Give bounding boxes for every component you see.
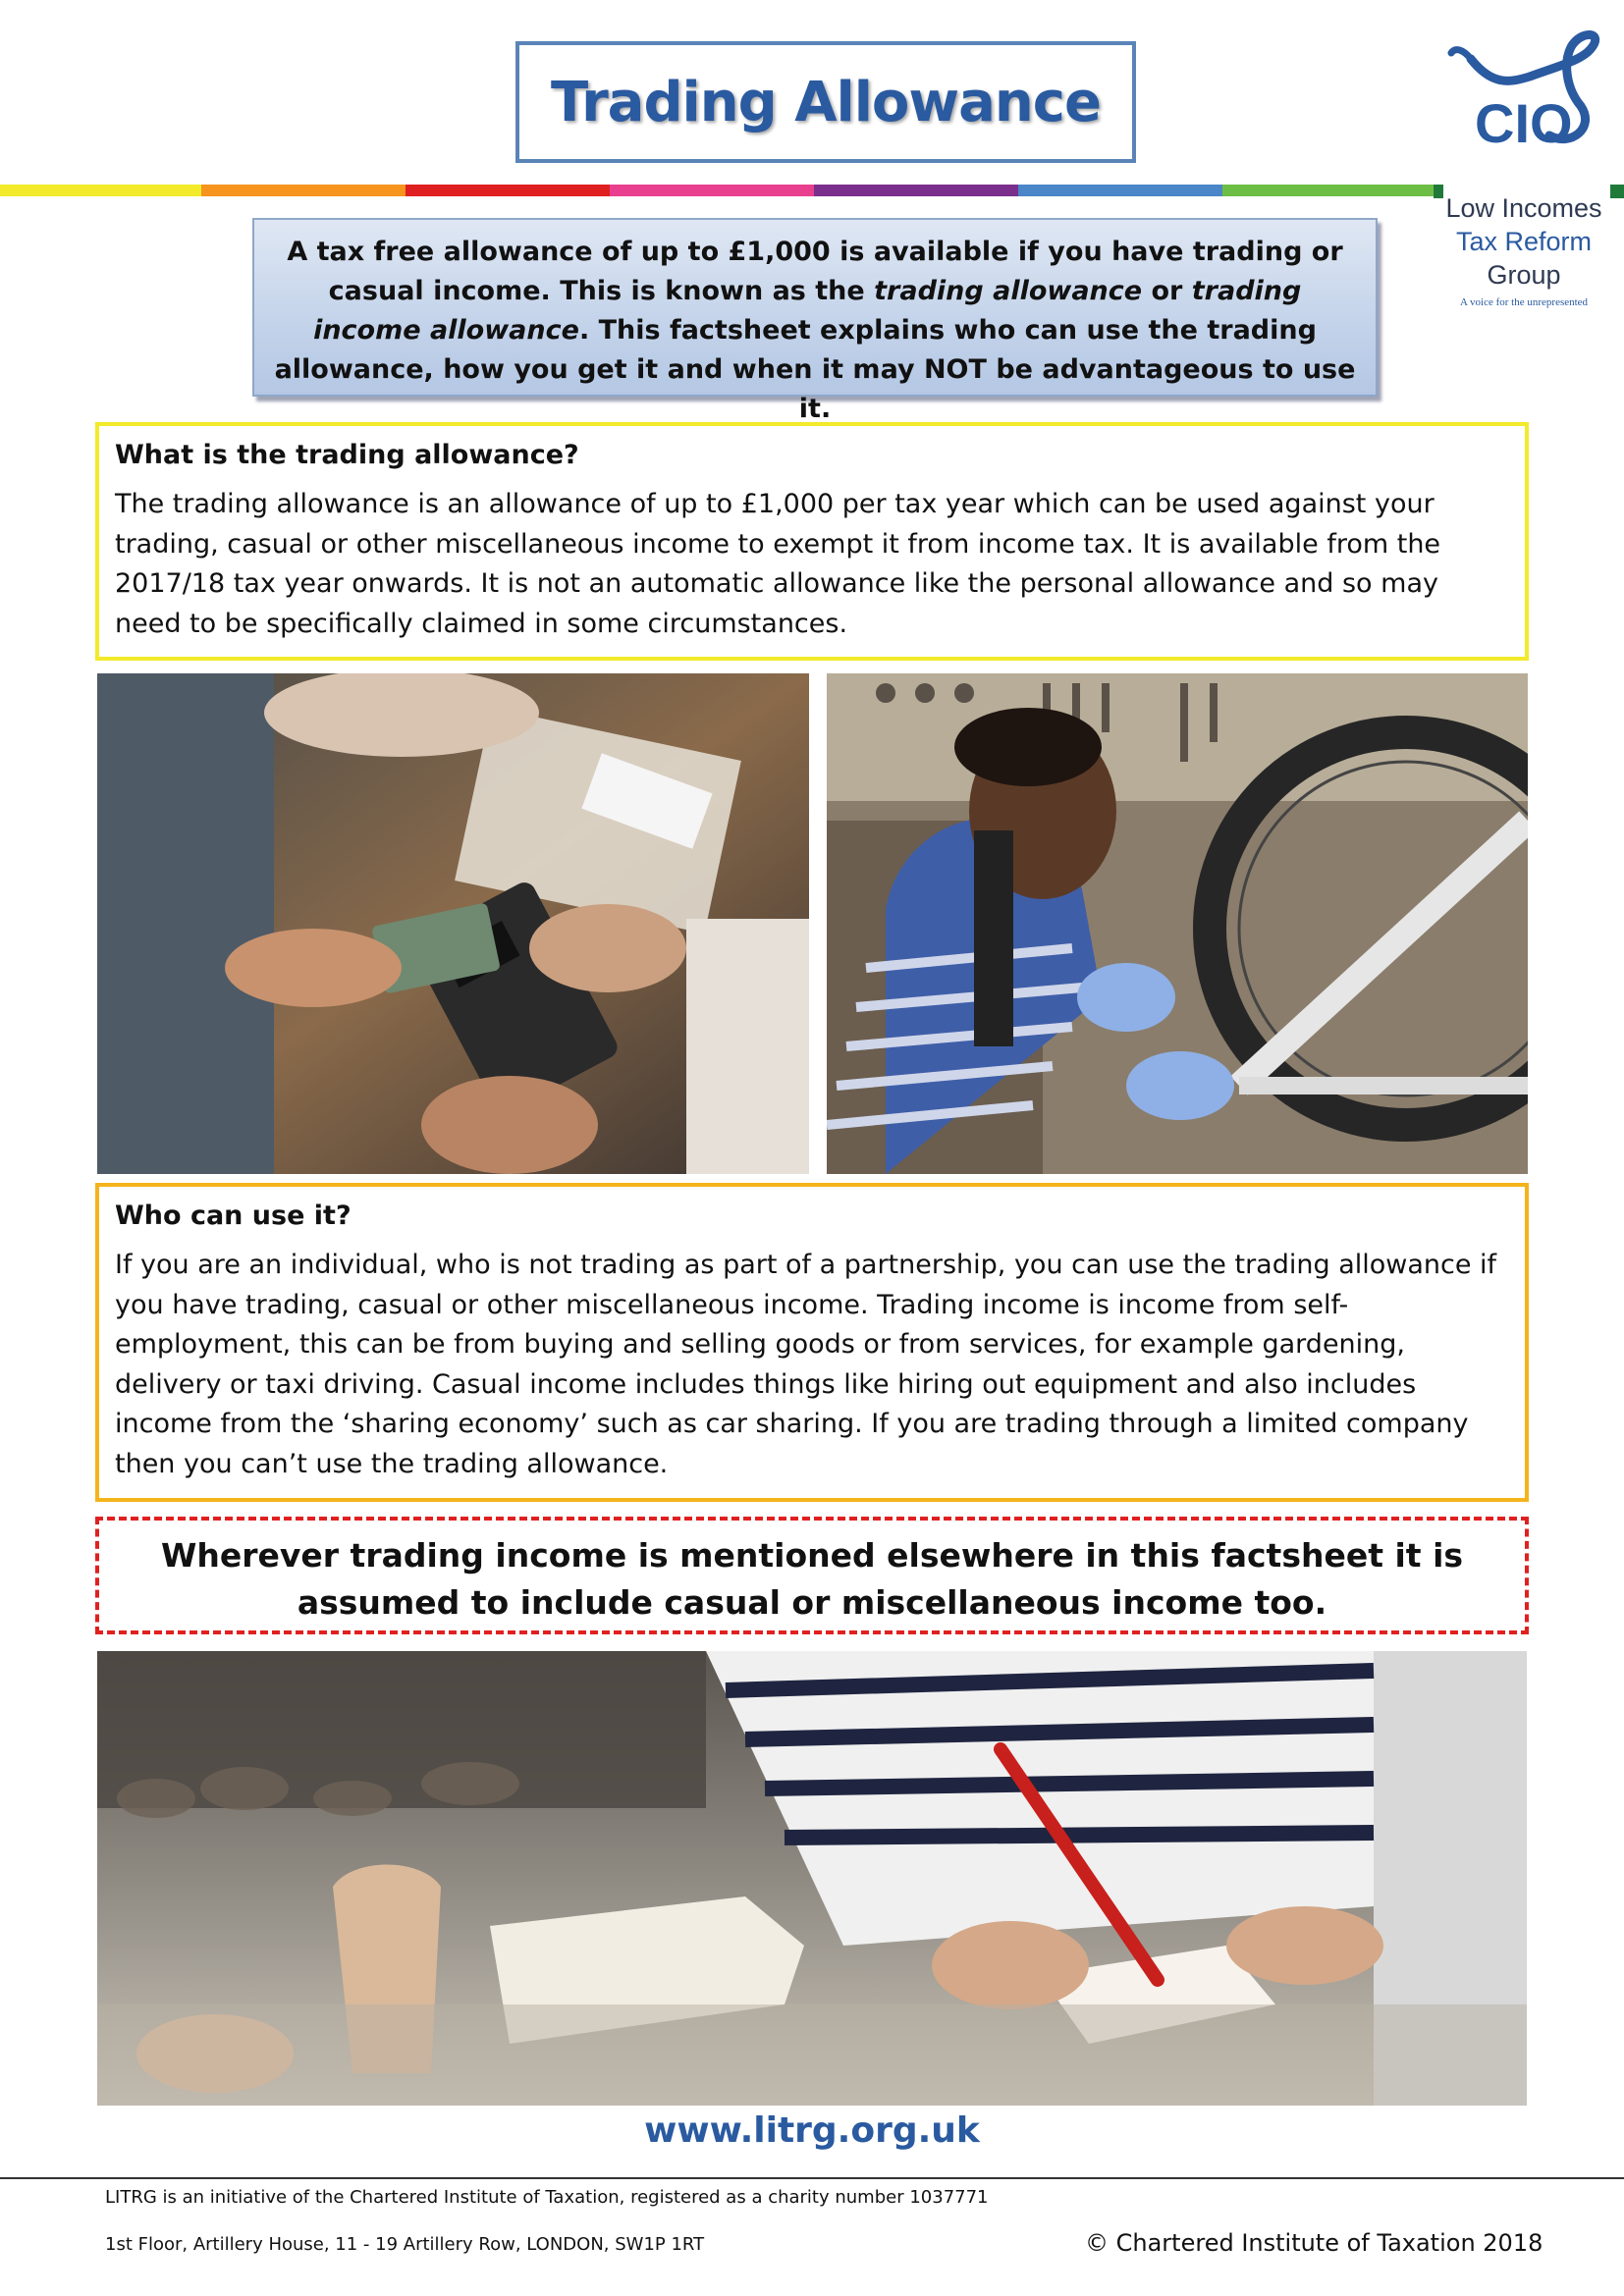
logo-line-1: Low Incomes <box>1445 193 1602 223</box>
band-pink <box>610 185 814 196</box>
logo-line-2: Tax Reform <box>1455 227 1593 256</box>
photo-bike-mechanic <box>827 673 1528 1174</box>
cio-logo-icon <box>1434 20 1620 187</box>
section-who-can-use-body: If you are an individual, who is not trading as part of a partnership, you can use the trading allowance if you have trading, casual or other miscellaneous income. Trading income is income from self-employment, this can be from buying and selling goods or from services, for example gardening, delivery or taxi driving. Casual income includes things like hiring out equipment and also includes income from the ‘sharing economy’ such as car sharing. If you are trading through a limited company then you can’t use the trading allowance. <box>115 1250 1497 1479</box>
intro-text-2: or <box>1142 276 1192 306</box>
footer-copyright: © Chartered Institute of Taxation 2018 <box>1085 2229 1543 2257</box>
band-green <box>1222 185 1434 196</box>
website-link[interactable]: www.litrg.org.uk <box>644 2110 980 2151</box>
photo-person-writing <box>97 1651 1527 2106</box>
logo-tagline: A voice for the unrepresented <box>1459 296 1589 308</box>
logo-initials: CIO <box>1475 92 1573 154</box>
footer-address: 1st Floor, Artillery House, 11 - 19 Artillery Row, LONDON, SW1P 1RT <box>105 2234 705 2255</box>
intro-box <box>252 218 1378 424</box>
title-box <box>515 41 1136 163</box>
footer-divider <box>0 2177 1624 2179</box>
logo-line-3: Group <box>1487 260 1561 290</box>
section-who-can-use-heading: Who can use it? <box>115 1201 352 1231</box>
band-yellow <box>0 185 201 196</box>
band-blue <box>1018 185 1222 196</box>
intro-em-1: trading allowance <box>874 276 1143 306</box>
logo-org-name <box>1435 191 1612 292</box>
section-what-is <box>95 422 1529 661</box>
band-purple <box>814 185 1018 196</box>
band-orange <box>201 185 406 196</box>
section-what-is-body: The trading allowance is an allowance of up to £1,000 per tax year which can be used against your trading, casual or other miscellaneous income to exempt it from income tax. It is available from the 2017/18 tax year onwards. It is not an automatic allowance like the personal allowance and so may need to be specifically claimed in some circumstances. <box>115 489 1441 639</box>
colour-band <box>0 185 1434 196</box>
intro-em-2: trading income allowance <box>313 276 1302 346</box>
intro-text-3: . This factsheet explains who can use the trading allowance, how you get it and when it may NOT be advantageous to use it. <box>274 315 1356 424</box>
section-who-can-use <box>95 1183 1529 1502</box>
intro-text-1: A tax free allowance of up to £1,000 is available if you have trading or casual income. This is known as the <box>287 237 1343 306</box>
page-title: Trading Allowance <box>551 70 1101 134</box>
note-box: Wherever trading income is mentioned elsewhere in this factsheet it is assumed to include casual or miscellaneous income too. <box>95 1517 1529 1634</box>
section-what-is-heading: What is the trading allowance? <box>115 440 579 470</box>
footer-charity: LITRG is an initiative of the Chartered Institute of Taxation, registered as a charity number 1037771 <box>105 2187 989 2208</box>
photo-card-payment <box>97 673 809 1174</box>
band-red <box>406 185 610 196</box>
